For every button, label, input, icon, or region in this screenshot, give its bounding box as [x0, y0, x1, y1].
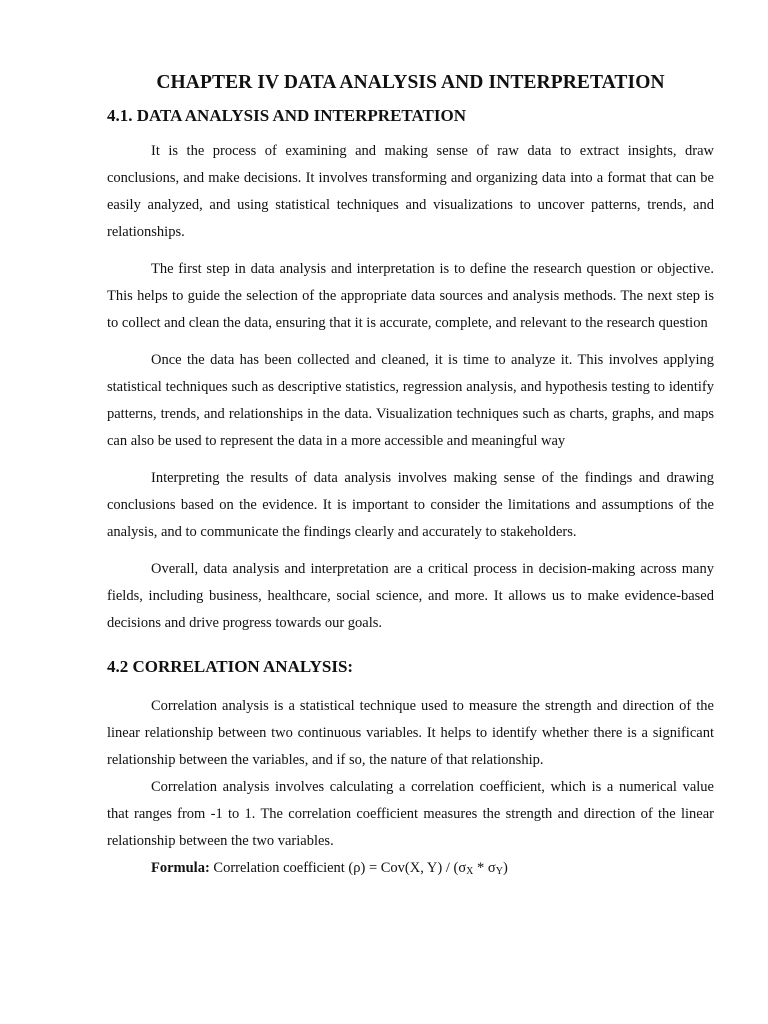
paragraph: Once the data has been collected and cleaned, it is time to analyze it. This involves applying statistical techniques such as descriptive statistics, regression analysis, and hypothesis testing to identify patterns, trends, and relationships in the data. Visualization techniques such as charts, graphs, and maps can also be used to represent the data in a more accessible and meaningful way	[107, 352, 714, 449]
section-heading-4-1: 4.1. DATA ANALYSIS AND INTERPRETATION	[107, 106, 466, 125]
section-heading-4-2: 4.2 CORRELATION ANALYSIS:	[107, 657, 354, 676]
formula-label: Formula:	[151, 860, 210, 876]
formula-close: )	[502, 860, 508, 876]
paragraph: Interpreting the results of data analysis involves making sense of the findings and drawing conclusions based on the evidence. It is important to consider the limitations and assumptions of the analysis, and to communicate the findings clearly and accurately to stakeholders.	[107, 470, 714, 540]
paragraph: The first step in data analysis and interpretation is to define the research question or objective. This helps to guide the selection of the appropriate data sources and analysis methods. The next step is to collect and clean the data, ensuring that it is accurate, complete, and relevant to the research question	[107, 261, 714, 331]
document-page	[107, 72, 714, 882]
formula-subscript-y: Y	[495, 866, 503, 877]
chapter-title: CHAPTER IV DATA ANALYSIS AND INTERPRETATION	[156, 72, 665, 93]
paragraph: Correlation analysis involves calculating a correlation coefficient, which is a numerical value that ranges from -1 to 1. The correlation coefficient measures the strength and direction of the linear relationship between the two variables.	[107, 779, 714, 849]
formula-line	[107, 855, 714, 882]
paragraph: Overall, data analysis and interpretation are a critical process in decision-making across many fields, including business, healthcare, social science, and more. It allows us to make evidence-based decisions and drive progress towards our goals.	[107, 561, 714, 631]
formula-times: * σ	[473, 860, 496, 876]
formula-expression: Correlation coefficient (ρ) = Cov(X, Y) / (σ	[213, 860, 467, 876]
paragraph: It is the process of examining and making sense of raw data to extract insights, draw conclusions, and make decisions. It involves transforming and organizing data into a format that can be easily analyzed, and using statistical techniques and visualizations to uncover patterns, trends, and relationships.	[107, 143, 714, 240]
paragraph: Correlation analysis is a statistical technique used to measure the strength and direction of the linear relationship between two continuous variables. It helps to identify whether there is a significant relationship between the variables, and if so, the nature of that relationship.	[107, 698, 714, 768]
formula-subscript-x: X	[466, 866, 474, 877]
